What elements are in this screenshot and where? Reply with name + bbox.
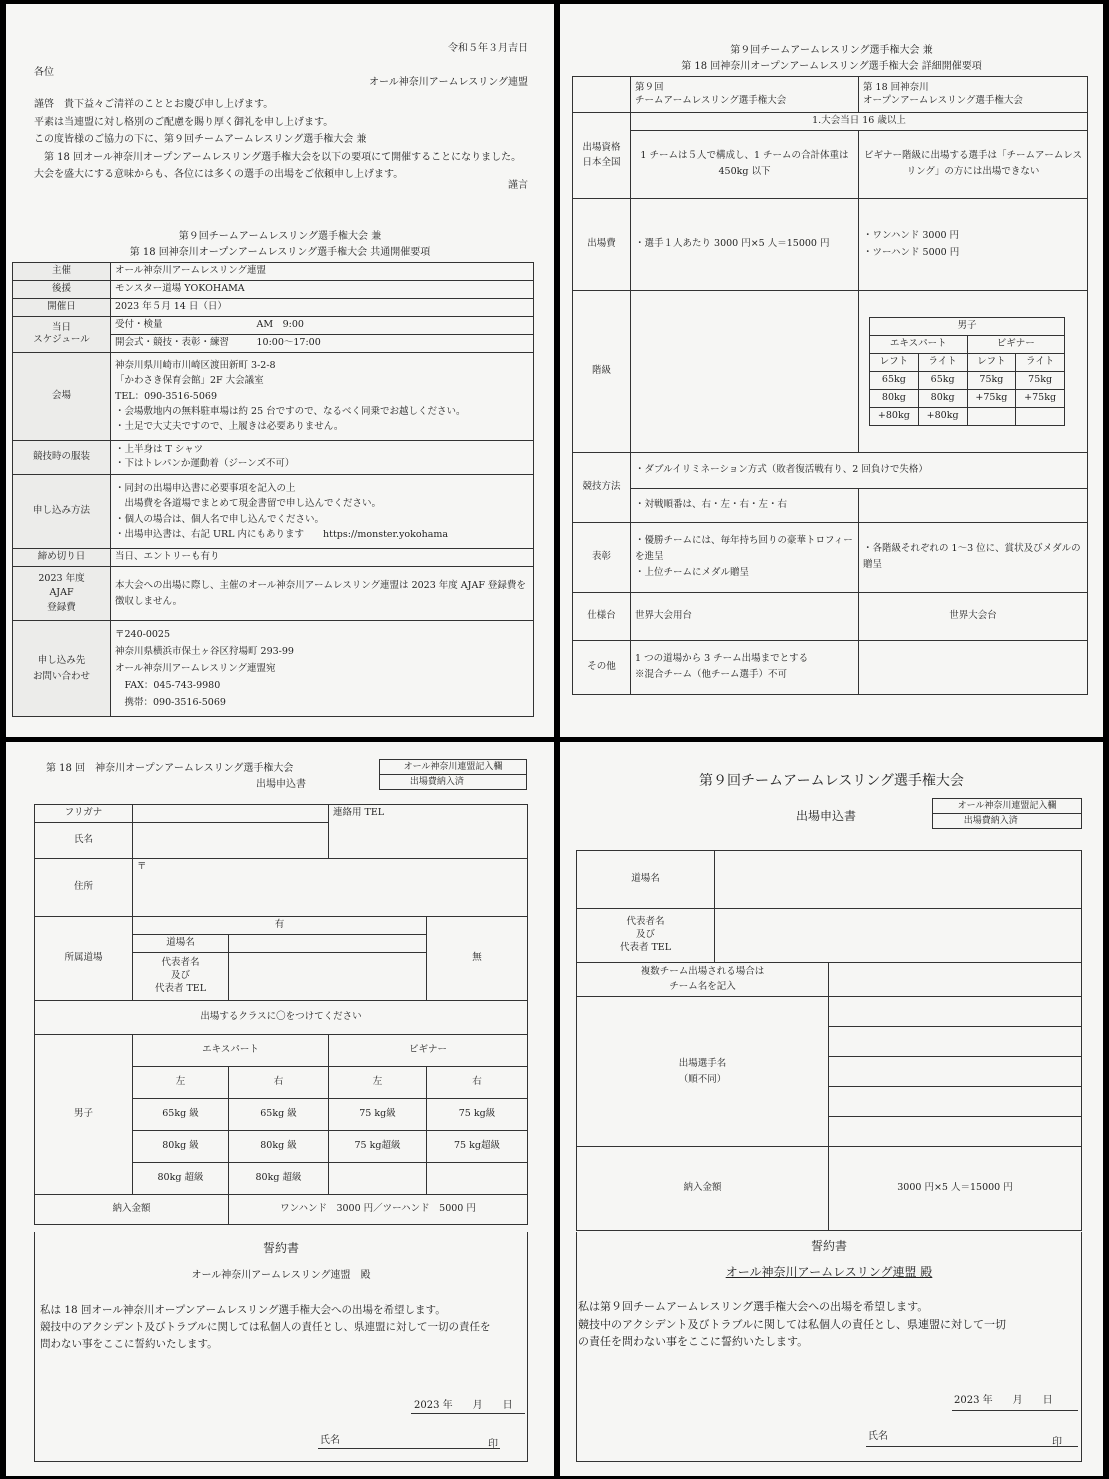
fee-open-line: ・ワンハンド 3000 円 xyxy=(863,230,960,242)
label-host: 主催 xyxy=(13,263,111,281)
value-host: オール神奈川アームレスリング連盟 xyxy=(111,263,534,281)
label-schedule xyxy=(13,317,111,353)
class-option xyxy=(329,1162,427,1194)
rep-label-line: 及び xyxy=(170,969,190,981)
label-ajaf-line: 2023 年度 xyxy=(38,573,85,585)
address-field[interactable] xyxy=(133,859,528,917)
dojo-field[interactable] xyxy=(715,851,1082,909)
venue-line: 「かわさき保育会館」2F 大会議室 xyxy=(115,375,264,387)
method-1: ・ダブルイリミネーション方式（敗者復活戦有り、2 回負けで失格） xyxy=(631,452,1088,488)
closing: 謹言 xyxy=(508,180,528,191)
label-qualification-line: 出場資格 xyxy=(582,142,621,154)
seal-label: 印 xyxy=(488,1439,498,1450)
issue-date: 令和５年３月吉日 xyxy=(448,43,528,54)
class-option[interactable]: 80kg 級 xyxy=(229,1130,329,1162)
award-team-line: ・上位チームにメダル贈呈 xyxy=(635,567,750,579)
greeting-line: 平素は当連盟に対し格別のご配慮を賜り厚く御礼を申し上げます。 xyxy=(34,116,334,128)
seal-label: 印 xyxy=(1052,1437,1062,1448)
award-team xyxy=(631,522,859,592)
class-team xyxy=(631,290,859,452)
schedule-time-2: 10:00～17:00 xyxy=(253,334,534,352)
class-option[interactable]: 80kg 超級 xyxy=(229,1162,329,1194)
label-venue: 会場 xyxy=(13,352,111,440)
label-qualification-line: 日本全国 xyxy=(582,157,621,169)
class-instruction: 出場するクラスに〇をつけてください xyxy=(35,1000,528,1034)
fee-label: 納入金額 xyxy=(577,1147,829,1231)
players-label xyxy=(577,997,829,1147)
address-label: 住所 xyxy=(35,859,133,917)
pledge-line: 競技中のアクシデント及びトラブルに関しては私個人の責任とし、県連盟に対して一切 xyxy=(578,1317,1007,1331)
label-contact-line: お問い合わせ xyxy=(32,670,90,682)
rep-label-line: 及び xyxy=(635,929,655,941)
date-underline xyxy=(952,1410,1078,1411)
other-team-line: 1 つの道場から 3 チーム出場までとする xyxy=(635,653,809,665)
addressee: 各位 xyxy=(34,67,54,78)
label-date: 開催日 xyxy=(13,299,111,317)
greeting-text xyxy=(34,96,534,184)
class-option[interactable]: 65kg 級 xyxy=(133,1098,229,1130)
fee-label: 納入金額 xyxy=(35,1194,229,1224)
fee-value: ワンハンド 3000 円／ツーハンド 5000 円 xyxy=(229,1194,528,1224)
blank-header xyxy=(573,77,631,113)
class-left: レフト xyxy=(967,353,1016,371)
class-cell: 80kg xyxy=(870,389,919,407)
label-ajaf xyxy=(13,567,111,621)
rep-label xyxy=(133,952,229,1000)
weight-class-table xyxy=(869,317,1065,426)
pledge-line: 問わない事をここに誓約いたします。 xyxy=(40,1337,218,1350)
dojo-yes[interactable]: 有 xyxy=(133,917,427,935)
venue-line: 神奈川県川崎市川崎区渡田新町 3-2-8 xyxy=(115,360,276,372)
class-cell: +75kg xyxy=(967,389,1016,407)
furigana-field[interactable] xyxy=(133,805,329,823)
class-cell: 75kg xyxy=(1016,371,1065,389)
dojo-name-label: 道場名 xyxy=(133,935,229,953)
value-date: 2023 年５月 14 日（日） xyxy=(111,299,534,317)
expert-label: エキスパート xyxy=(133,1034,329,1066)
form-title: 第９回チームアームレスリング選手権大会 xyxy=(699,773,964,789)
label-contact-line: 申し込み先 xyxy=(37,655,86,667)
apply-line: 出場費を各道場でまとめて現金書留で申し込んでください。 xyxy=(115,498,382,510)
class-left: レフト xyxy=(870,353,919,371)
federation-box xyxy=(379,759,527,790)
class-cell: +80kg xyxy=(918,407,967,425)
schedule-time-1: AM 9:00 xyxy=(253,317,534,335)
pledge-line: の責任を問わない事をここに誓約いたします。 xyxy=(578,1335,809,1349)
player-field[interactable] xyxy=(829,1027,1082,1057)
class-cell xyxy=(1016,407,1065,425)
rep-label-line: 代表者 TEL xyxy=(154,982,207,994)
value-venue xyxy=(111,352,534,440)
greeting-line: 謹啓 貴下益々ご清祥のこととお慶び申し上げます。 xyxy=(34,99,274,110)
furigana-label: フリガナ xyxy=(35,805,133,823)
class-option[interactable]: 75 kg超級 xyxy=(329,1130,427,1162)
date-underline xyxy=(411,1413,525,1414)
value-contact xyxy=(111,621,534,717)
pledge-text xyxy=(40,1302,530,1352)
label-award: 表彰 xyxy=(573,522,631,592)
dojo-name-field[interactable] xyxy=(229,935,427,953)
contact-line: 携帯：090-3516-5069 xyxy=(115,697,226,709)
player-field[interactable] xyxy=(829,1057,1082,1087)
venue-line: ・土足で大丈夫ですので、上履きは必要ありません。 xyxy=(115,420,344,432)
common-guidelines-table xyxy=(12,262,534,717)
value-support: モンスター道場 YOKOHAMA xyxy=(111,281,534,299)
right-label: 右 xyxy=(427,1066,528,1098)
class-cell: 65kg xyxy=(918,371,967,389)
venue-line: ・会場敷地内の無料駐車場は約 25 台ですので、なるべく同乗でお越しください。 xyxy=(115,405,466,417)
federation-box-label: オール神奈川連盟記入欄 xyxy=(933,799,1081,814)
other-team xyxy=(631,640,859,694)
class-option xyxy=(427,1162,528,1194)
label-qualification xyxy=(573,113,631,199)
sign-underline[interactable] xyxy=(866,1446,1078,1447)
page-team-entry-form xyxy=(560,742,1103,1476)
guidelines-title-2: 第 18 回神奈川オープンアームレスリング選手権大会 共通開催要項 xyxy=(129,247,431,258)
venue-line: TEL：090-3516-5069 xyxy=(115,390,217,402)
column-team xyxy=(631,77,859,113)
qualification-team: 1 チームは５人で構成し、1 チームの合計体重は 450kg 以下 xyxy=(631,130,859,198)
federation-box-label: オール神奈川連盟記入欄 xyxy=(380,760,526,775)
value-ajaf: 本大会への出場に際し、主催のオール神奈川アームレスリング連盟は 2023 年度 AJAF 登録費を徴収しません。 xyxy=(111,567,534,621)
dress-line: ・上半身は T シャツ xyxy=(115,443,204,455)
rep-label-line: 代表者 TEL xyxy=(619,941,672,953)
class-option[interactable]: 75 kg級 xyxy=(427,1098,528,1130)
federation-box xyxy=(932,798,1082,829)
greeting-line: この度皆様のご協力の下に、第９回チームアームレスリング選手権大会 兼 xyxy=(34,134,367,145)
fee-open xyxy=(859,198,1088,290)
fee-value: 3000 円×5 人＝15000 円 xyxy=(829,1147,1082,1231)
rep-field[interactable] xyxy=(715,909,1082,963)
label-support: 後援 xyxy=(13,281,111,299)
apply-url: https://monster.yokohama xyxy=(323,528,449,540)
fee-paid-label: 出場費納入済 xyxy=(409,777,464,788)
class-open xyxy=(859,290,1088,452)
rep-label xyxy=(577,909,715,963)
label-deadline: 締め切り日 xyxy=(13,549,111,567)
class-cell: 75kg xyxy=(967,371,1016,389)
dojo-label: 所属道場 xyxy=(35,917,133,1001)
pledge-line: 私は 18 回オール神奈川オープンアームレスリング選手権大会への出場を希望します。 xyxy=(40,1304,446,1316)
entry-form-table xyxy=(34,804,528,1225)
other-team-line: ※混合チーム（他チーム選手）不可 xyxy=(635,669,788,681)
contact-line: 神奈川県横浜市保土ヶ谷区狩場町 293-99 xyxy=(115,645,294,657)
class-cell: +75kg xyxy=(1016,389,1065,407)
label-table: 仕様台 xyxy=(573,592,631,640)
value-apply xyxy=(111,475,534,549)
label-method: 競技方法 xyxy=(573,452,631,522)
right-label: 右 xyxy=(229,1066,329,1098)
details-title-1: 第９回チームアームレスリング選手権大会 兼 xyxy=(730,45,933,56)
player-field[interactable] xyxy=(829,997,1082,1027)
guidelines-title-1: 第９回チームアームレスリング選手権大会 兼 xyxy=(178,231,382,242)
column-team-line: チームアームレスリング選手権大会 xyxy=(635,94,787,106)
other-open xyxy=(859,640,1088,694)
left-label: 左 xyxy=(133,1066,229,1098)
multi-team-label xyxy=(577,963,829,997)
label-ajaf-line: AJAF xyxy=(49,587,74,599)
label-ajaf-line: 登録費 xyxy=(47,601,76,613)
date-field[interactable]: 2023 年 月 日 xyxy=(954,1395,1053,1406)
players-label-line: 出場選手名 xyxy=(678,1058,727,1070)
left-label: 左 xyxy=(329,1066,427,1098)
class-men: 男子 xyxy=(870,317,1065,335)
method-2-open xyxy=(859,488,1088,522)
rep-field[interactable] xyxy=(229,952,427,1000)
form-title: 第 18 回 神奈川オープンアームレスリング選手権大会 xyxy=(46,763,294,774)
column-team-line: 第９回 xyxy=(635,81,664,93)
column-open-line: 第 18 回神奈川 xyxy=(863,81,929,93)
sender: オール神奈川アームレスリング連盟 xyxy=(369,77,528,88)
label-schedule-2: スケジュール xyxy=(33,334,90,346)
class-cell: 65kg xyxy=(870,371,919,389)
label-fee: 出場費 xyxy=(573,198,631,290)
label-other: その他 xyxy=(573,640,631,694)
sign-label: 氏名 xyxy=(868,1431,888,1442)
contact-line: 〒240-0025 xyxy=(115,628,171,640)
team-name-field[interactable] xyxy=(829,963,1082,997)
class-option[interactable]: 80kg 超級 xyxy=(133,1162,229,1194)
class-option[interactable]: 80kg 級 xyxy=(133,1130,229,1162)
table-team: 世界大会用台 xyxy=(631,592,859,640)
fee-team: ・選手１人あたり 3000 円×5 人＝15000 円 xyxy=(631,198,859,290)
table-open: 世界大会台 xyxy=(859,592,1088,640)
column-open-line: オープンアームレスリング選手権大会 xyxy=(863,94,1023,106)
pledge-title: 誓約書 xyxy=(262,1241,299,1255)
column-open xyxy=(859,77,1088,113)
multi-team-line: チーム名を記入 xyxy=(669,980,736,992)
label-contact xyxy=(13,621,111,717)
page-open-entry-form xyxy=(6,742,554,1476)
men-label: 男子 xyxy=(35,1034,133,1194)
greeting-line: 大会を盛大にする意味からも、各位には多くの選手の出場をご依頼申し上げます。 xyxy=(34,169,404,180)
contact-line: オール神奈川アームレスリング連盟宛 xyxy=(115,663,276,675)
class-expert: エキスパート xyxy=(870,335,968,353)
pledge-line: 競技中のアクシデント及びトラブルに関しては私個人の責任とし、県連盟に対して一切の責任を xyxy=(40,1320,491,1333)
team-entry-table xyxy=(576,850,1082,1231)
fee-paid-label: 出場費納入済 xyxy=(963,816,1018,827)
class-light: ライト xyxy=(918,353,967,371)
apply-line: ・個人の場合は、個人名で申し込んでください。 xyxy=(115,513,325,525)
class-cell: +80kg xyxy=(870,407,919,425)
label-schedule-1: 当日 xyxy=(51,321,71,333)
form-subtitle: 出場申込書 xyxy=(256,779,306,790)
page-detailed-guidelines xyxy=(560,4,1103,737)
value-deadline: 当日、エントリーも有り xyxy=(111,549,534,567)
label-class: 階級 xyxy=(573,290,631,452)
class-beginner: ビギナー xyxy=(967,335,1065,353)
class-option[interactable]: 75 kg級 xyxy=(329,1098,427,1130)
method-2: ・対戦順番は、右・左・右・左・右 xyxy=(631,488,859,522)
pledge-text xyxy=(578,1298,1083,1351)
fee-open-line: ・ツーハンド 5000 円 xyxy=(863,247,960,259)
schedule-item-2: 開会式・競技・表彰・練習 xyxy=(111,334,253,352)
class-cell: 80kg xyxy=(918,389,967,407)
award-team-line: ・優勝チームには、毎年持ち回りの豪華トロフィーを進呈 xyxy=(635,535,853,563)
page-common-guidelines xyxy=(6,4,554,737)
rep-label-line: 代表者名 xyxy=(161,957,200,969)
dojo-label: 道場名 xyxy=(577,851,715,909)
players-label-line: （順不同） xyxy=(678,1073,727,1085)
dojo-no[interactable]: 無 xyxy=(427,917,528,1001)
pledge-to: オール神奈川アームレスリング連盟 殿 xyxy=(191,1270,371,1281)
apply-line: ・同封の出場申込書に必要事項を記入の上 xyxy=(115,483,296,495)
award-open: ・各階級それぞれの 1～3 位に、賞状及びメダルの贈呈 xyxy=(859,522,1088,592)
detailed-guidelines-table xyxy=(572,76,1088,695)
player-field[interactable] xyxy=(829,1087,1082,1117)
name-label: 氏名 xyxy=(35,823,133,859)
player-field[interactable] xyxy=(829,1117,1082,1147)
apply-line: ・出場申込書は、右記 URL 内にもあります xyxy=(115,528,305,540)
qualification-open: ビギナー階級に出場する選手は「チームアームレスリング」の方には出場できない xyxy=(859,130,1088,198)
class-cell xyxy=(967,407,1016,425)
name-field[interactable] xyxy=(133,823,329,859)
rep-label-line: 代表者名 xyxy=(626,916,665,928)
class-option[interactable]: 65kg 級 xyxy=(229,1098,329,1130)
multi-team-line: 複数チーム出場される場合は xyxy=(640,966,765,978)
value-dress xyxy=(111,440,534,474)
zip-mark: 〒 xyxy=(137,861,147,872)
qualification-common: 1.大会当日 16 歳以上 xyxy=(631,113,1088,131)
dress-line: ・下はトレパンか運動着（ジーンズ不可） xyxy=(115,458,295,470)
beginner-label: ビギナー xyxy=(329,1034,528,1066)
tel-label: 連絡用 TEL xyxy=(333,807,385,818)
date-field[interactable]: 2023 年 月 日 xyxy=(414,1400,513,1411)
tel-field[interactable] xyxy=(329,805,528,859)
form-subtitle: 出場申込書 xyxy=(796,809,857,823)
class-light: ライト xyxy=(1016,353,1065,371)
contact-line: FAX：045-743-9980 xyxy=(115,680,221,692)
label-dress: 競技時の服装 xyxy=(13,440,111,474)
label-apply: 申し込み方法 xyxy=(13,475,111,549)
pledge-to: オール神奈川アームレスリング連盟 殿 xyxy=(725,1265,933,1279)
schedule-item-1: 受付・検量 xyxy=(111,317,253,335)
sign-label: 氏名 xyxy=(320,1435,340,1446)
sign-underline[interactable] xyxy=(318,1448,500,1449)
greeting-line: 第 18 回オール神奈川オープンアームレスリング選手権大会を以下の要項にて開催することになりました。 xyxy=(34,151,522,163)
pledge-title: 誓約書 xyxy=(810,1239,847,1253)
class-option[interactable]: 75 kg超級 xyxy=(427,1130,528,1162)
details-title-2: 第 18 回神奈川オープンアームレスリング選手権大会 詳細開催要項 xyxy=(681,61,982,72)
pledge-line: 私は第９回チームアームレスリング選手権大会への出場を希望します。 xyxy=(578,1300,929,1313)
